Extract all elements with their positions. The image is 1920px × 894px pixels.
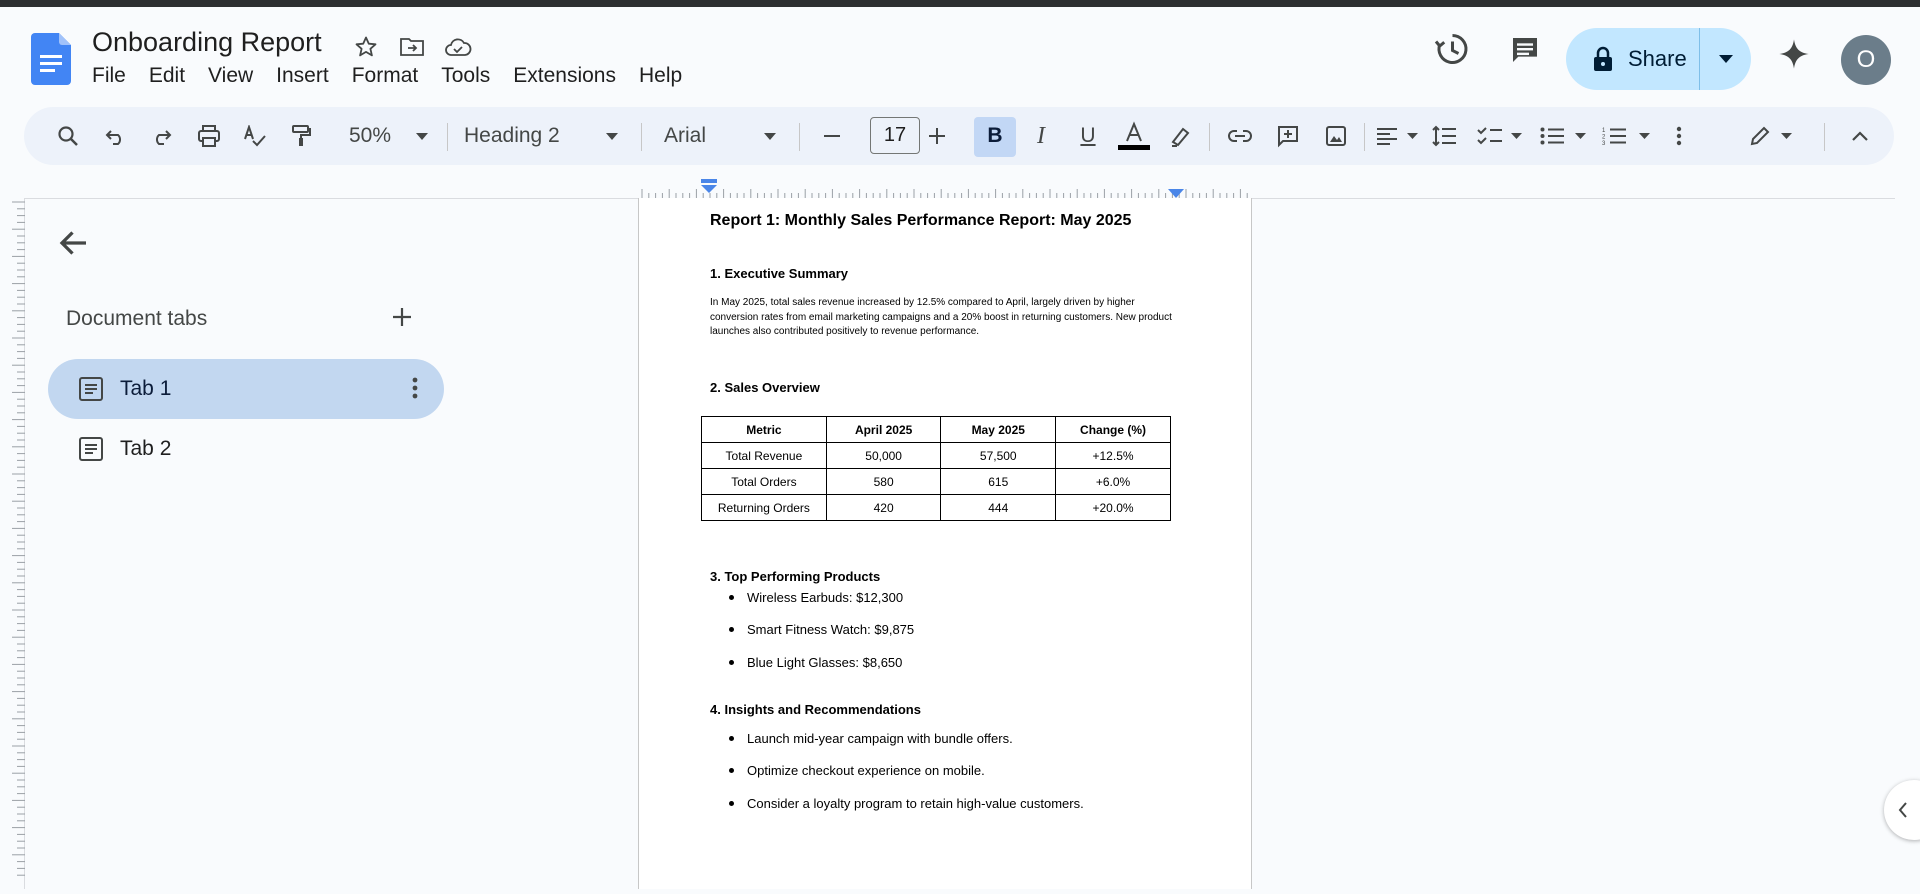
add-tab-plus-icon[interactable]: [391, 306, 413, 333]
toolbar-divider: [447, 123, 448, 151]
table-cell: 444: [941, 495, 1056, 521]
toolbar-divider: [799, 123, 800, 151]
font-family-select[interactable]: [664, 107, 764, 165]
menu-help[interactable]: Help: [638, 64, 683, 87]
move-folder-icon[interactable]: [398, 33, 426, 61]
menu-file[interactable]: File: [92, 64, 126, 87]
comments-icon[interactable]: [1508, 34, 1542, 71]
app-header: [0, 7, 1920, 103]
menu-bar: [92, 64, 705, 88]
hide-menus-chevron-up-icon[interactable]: [1844, 107, 1876, 165]
sales-overview-table[interactable]: [701, 416, 1171, 521]
executive-summary-paragraph: In May 2025, total sales revenue increased by 12.5% compared to April, largely driven by higher conversion rates from email marketing campaigns and a 20% boost in returning customers. New product launches also contributed positively to revenue performance.: [710, 297, 1172, 337]
table-header-cell: Change (%): [1056, 417, 1171, 443]
star-icon[interactable]: [352, 33, 380, 61]
table-header-cell: Metric: [702, 417, 827, 443]
table-cell: 420: [826, 495, 941, 521]
window-top-strip: [0, 0, 1920, 7]
redo-icon[interactable]: [143, 107, 179, 165]
tab-label: Tab 2: [120, 437, 172, 460]
table-header-cell: May 2025: [941, 417, 1056, 443]
table-cell: 50,000: [826, 443, 941, 469]
add-comment-icon[interactable]: [1268, 107, 1308, 165]
editing-mode-pencil-icon[interactable]: [1740, 107, 1780, 165]
bullet-dropdown-caret-icon[interactable]: [1570, 107, 1590, 165]
menu-extensions[interactable]: Extensions: [513, 64, 616, 87]
toolbar-divider: [1209, 123, 1210, 151]
list-item: [729, 731, 1013, 746]
font-dropdown-caret-icon[interactable]: [758, 107, 782, 165]
undo-icon[interactable]: [98, 107, 134, 165]
underline-icon[interactable]: U: [1080, 124, 1096, 147]
gemini-sparkle-icon[interactable]: [1778, 38, 1810, 75]
section-heading-executive-summary: 1. Executive Summary: [710, 266, 849, 281]
document-tabs-heading: Document tabs: [66, 307, 208, 330]
chevron-left-icon: [1898, 802, 1908, 818]
menu-insert[interactable]: Insert: [276, 64, 329, 87]
font-family-value: Arial: [664, 124, 707, 147]
table-cell: +6.0%: [1056, 469, 1171, 495]
section-heading-top-products: 3. Top Performing Products: [710, 569, 881, 584]
insert-link-icon[interactable]: [1220, 107, 1260, 165]
paragraph-style-select[interactable]: [464, 107, 598, 165]
table-cell: 580: [826, 469, 941, 495]
sidebar-tab-1[interactable]: [48, 359, 444, 419]
increase-font-size-icon[interactable]: [922, 107, 952, 165]
share-button[interactable]: [1566, 28, 1700, 90]
more-options-icon[interactable]: [1664, 107, 1694, 165]
table-row: [702, 469, 1171, 495]
account-avatar[interactable]: O: [1841, 35, 1891, 85]
bulleted-list-icon[interactable]: [1534, 107, 1570, 165]
zoom-select[interactable]: [336, 107, 404, 165]
paint-format-icon[interactable]: [283, 107, 319, 165]
zoom-value: 50%: [348, 124, 392, 147]
toolbar-divider: [1824, 123, 1825, 151]
table-cell: +12.5%: [1056, 443, 1171, 469]
table-cell: 57,500: [941, 443, 1056, 469]
spell-check-icon[interactable]: [237, 107, 273, 165]
menu-view[interactable]: View: [208, 64, 254, 87]
sidebar-tab-2[interactable]: [48, 419, 444, 479]
doc-title[interactable]: Onboarding Report: [92, 27, 322, 57]
section-heading-insights: 4. Insights and Recommendations: [710, 702, 921, 717]
table-cell: Total Orders: [702, 469, 827, 495]
cloud-saved-icon[interactable]: [444, 33, 472, 61]
formatting-toolbar: [24, 107, 1894, 165]
menu-tools[interactable]: Tools: [441, 64, 491, 87]
table-cell: Returning Orders: [702, 495, 827, 521]
search-menus-icon[interactable]: [50, 107, 86, 165]
menu-format[interactable]: Format: [351, 64, 419, 87]
horizontal-ruler[interactable]: [638, 186, 1252, 198]
left-indent-marker-icon[interactable]: [700, 179, 718, 199]
table-cell: Total Revenue: [702, 443, 827, 469]
version-history-icon[interactable]: [1433, 31, 1469, 72]
share-label: Share: [1628, 46, 1687, 71]
checklist-icon[interactable]: [1472, 107, 1508, 165]
list-item-text: Optimize checkout experience on mobile.: [747, 763, 985, 778]
table-row: [702, 495, 1171, 521]
document-tab-icon: [78, 436, 104, 462]
paragraph-style-value: Heading 2: [464, 124, 560, 147]
section-heading-sales-overview: 2. Sales Overview: [710, 380, 820, 395]
list-item-text: Consider a loyalty program to retain high-value customers.: [747, 796, 1084, 811]
insert-image-icon[interactable]: [1316, 107, 1356, 165]
table-row: [702, 443, 1171, 469]
toolbar-divider: [641, 123, 642, 151]
text-color-icon[interactable]: [1113, 107, 1155, 165]
report-title: Report 1: Monthly Sales Performance Report: May 2025: [710, 212, 1132, 229]
vertical-ruler[interactable]: [0, 198, 25, 889]
share-dropdown-caret-icon[interactable]: [1700, 55, 1751, 63]
tab-label: Tab 1: [120, 377, 172, 400]
line-spacing-icon[interactable]: [1424, 107, 1464, 165]
zoom-dropdown-caret-icon[interactable]: [410, 107, 434, 165]
svg-text:1: 1: [1602, 128, 1606, 134]
list-item-text: Smart Fitness Watch: $9,875: [747, 622, 915, 637]
list-item-text: Launch mid-year campaign with bundle offers.: [747, 731, 1013, 746]
italic-icon[interactable]: I: [1037, 122, 1045, 149]
align-left-icon[interactable]: [1372, 107, 1402, 165]
table-header-row: [702, 417, 1171, 443]
list-item: [729, 655, 902, 670]
numbered-dropdown-caret-icon[interactable]: [1634, 107, 1654, 165]
table-header-cell: April 2025: [826, 417, 941, 443]
lock-icon: [1592, 46, 1614, 72]
document-page[interactable]: [638, 198, 1252, 889]
highlight-color-icon[interactable]: [1160, 107, 1200, 165]
toolbar-divider: [1364, 123, 1365, 151]
document-tab-icon: [78, 376, 104, 402]
editing-mode-caret-icon[interactable]: [1776, 107, 1796, 165]
checklist-dropdown-caret-icon[interactable]: [1506, 107, 1526, 165]
table-cell: +20.0%: [1056, 495, 1171, 521]
side-panel-toggle-button[interactable]: [1884, 780, 1920, 840]
bold-icon[interactable]: B: [987, 124, 1003, 147]
back-arrow-icon[interactable]: [56, 225, 92, 266]
list-item-text: Wireless Earbuds: $12,300: [747, 590, 904, 605]
list-item: [729, 622, 914, 637]
share-button-group: [1566, 28, 1751, 90]
tab-more-options-icon[interactable]: [412, 376, 418, 400]
list-item: [729, 590, 903, 605]
font-size-input[interactable]: 17: [870, 117, 920, 154]
style-dropdown-caret-icon[interactable]: [600, 107, 624, 165]
svg-text:2: 2: [1602, 134, 1606, 141]
table-cell: 615: [941, 469, 1056, 495]
decrease-font-size-icon[interactable]: [817, 107, 847, 165]
list-item: [729, 796, 1084, 811]
align-dropdown-caret-icon[interactable]: [1402, 107, 1422, 165]
docs-logo-icon[interactable]: [31, 33, 71, 85]
numbered-list-icon[interactable]: [1596, 107, 1632, 165]
print-icon[interactable]: [191, 107, 227, 165]
list-item-text: Blue Light Glasses: $8,650: [747, 655, 903, 670]
list-item: [729, 763, 985, 778]
svg-text:3: 3: [1602, 141, 1606, 146]
menu-edit[interactable]: Edit: [148, 64, 186, 87]
